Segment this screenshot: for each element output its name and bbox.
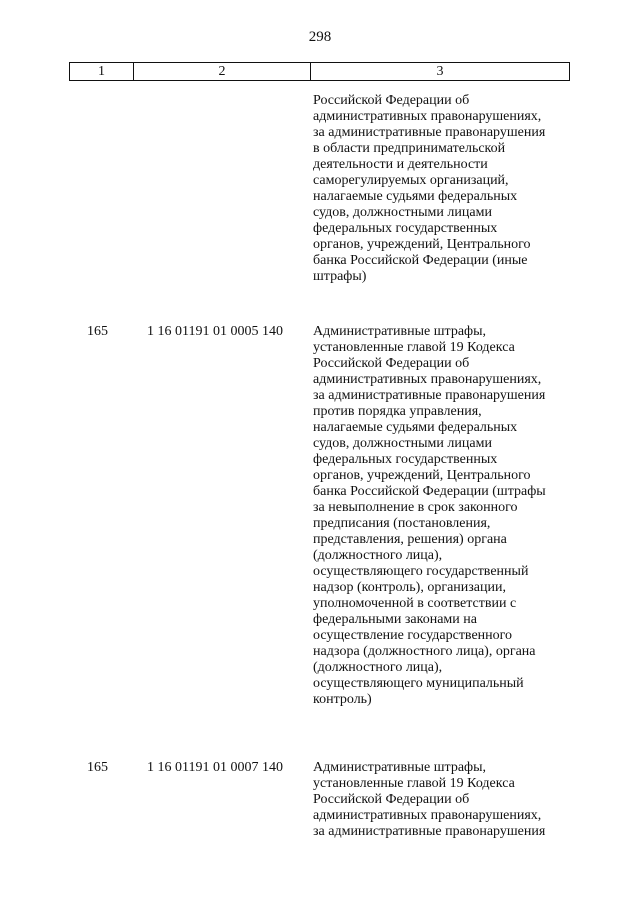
row-description: Административные штрафы, установленные главой 19 Кодекса Российской Федерации об административных правонарушениях, за административные правонарушения против порядка управления, налагаемые судьями федеральных судов, должностными лицами федеральных государственных органов, учреждений, Центрального банка Российской Федерации (штрафы за невыполнение в срок законного предписания (постановления, представления, решения) органа (должностного лица), осуществляющего государственный надзор (контроль), организации, уполномоченной в соответствии с федеральными законами на осуществление государственного надзора (должностного лица), органа (должностного лица), осуществляющего муниципальный контроль) bbox=[313, 324, 546, 707]
row-code: 1 16 01191 01 0005 140 bbox=[147, 324, 283, 339]
row-number: 165 bbox=[87, 760, 108, 775]
header-cell-1: 1 bbox=[98, 64, 105, 79]
row-number: 165 bbox=[87, 324, 108, 339]
row-code: 1 16 01191 01 0007 140 bbox=[147, 760, 283, 775]
header-cell-2: 2 bbox=[133, 63, 310, 80]
table-header bbox=[69, 62, 570, 81]
row-description: Российской Федерации об административных правонарушениях, за административные правонарушения в области предпринимательской деятельности и деятельности саморегулируемых организаций, налагаемые судьями федеральных судов, должностными лицами федеральных государственных органов, учреждений, Центрального банка Российской Федерации (иные штрафы) bbox=[313, 93, 546, 284]
page-number: 298 bbox=[308, 29, 332, 45]
row-description: Административные штрафы, установленные главой 19 Кодекса Российской Федерации об административных правонарушениях, за административные правонарушения bbox=[313, 760, 546, 839]
header-cell-3: 3 bbox=[310, 63, 569, 80]
